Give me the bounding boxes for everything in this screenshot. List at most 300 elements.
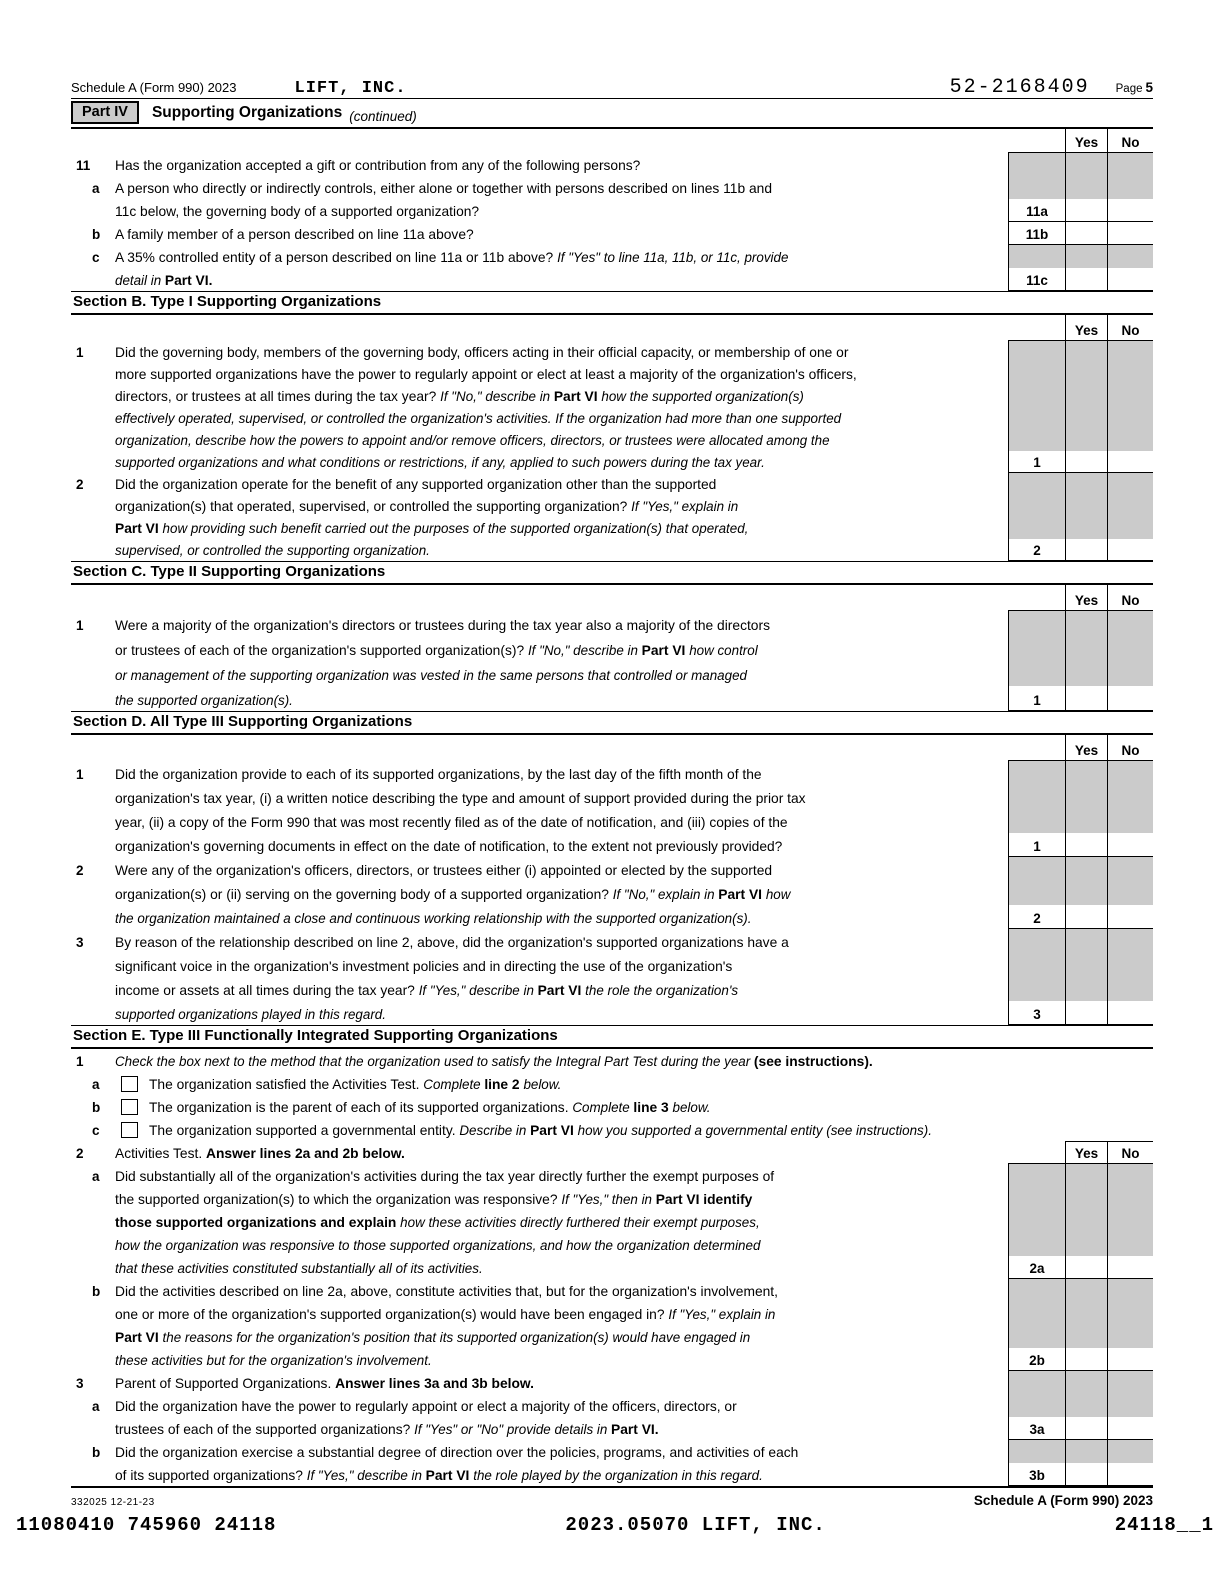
text-segment: or management of the supporting organization was vested in the same persons that controlled or managed xyxy=(115,668,747,683)
form-row xyxy=(71,1417,1153,1440)
line-label xyxy=(71,429,115,451)
shaded-cell xyxy=(1008,245,1065,268)
shaded-cell xyxy=(1065,245,1107,268)
grid-corner xyxy=(1008,129,1065,153)
text-segment: Did the organization operate for the benefit of any supported organization other than the supported xyxy=(115,477,717,492)
line-label xyxy=(71,585,115,611)
line-label: c xyxy=(92,250,100,265)
no-column-header: No xyxy=(1107,585,1153,611)
text-segment: Did the activities described on line 2a, above, constitute activities that, but for the organization's involvement, xyxy=(115,1284,778,1299)
form-row xyxy=(71,809,1153,833)
line-label: 2 xyxy=(76,863,84,878)
shaded-cell xyxy=(1008,517,1065,539)
shaded-cell xyxy=(1107,1187,1153,1210)
answer-grid xyxy=(1008,407,1153,429)
text-segment: the role the organization's xyxy=(585,983,739,998)
form-row xyxy=(71,1394,1153,1417)
section-secE xyxy=(71,1025,1153,1486)
line-label xyxy=(71,129,115,153)
no-answer-cell[interactable] xyxy=(1107,1348,1153,1371)
shaded-cell xyxy=(1008,1440,1065,1463)
part-iv-continued: (continued) xyxy=(349,109,417,124)
answer-grid xyxy=(1008,315,1153,341)
organization-name: LIFT, INC. xyxy=(294,79,407,98)
no-column-header: No xyxy=(1107,129,1153,153)
form-row xyxy=(71,153,1153,176)
shaded-cell xyxy=(1008,857,1065,881)
no-answer-cell[interactable] xyxy=(1107,1417,1153,1440)
print-line-center: 2023.05070 LIFT, INC. xyxy=(565,1514,826,1536)
form-row xyxy=(71,199,1153,222)
shaded-cell xyxy=(1065,857,1107,881)
answer-grid xyxy=(1008,176,1153,199)
shaded-cell xyxy=(1008,881,1065,905)
text-segment: how providing such benefit carried out the purposes of the supported organization(s) that operated, xyxy=(162,521,749,536)
shaded-cell xyxy=(1107,611,1153,636)
answer-grid xyxy=(1008,153,1153,176)
text-segment: A person who directly or indirectly controls, either alone or together with persons described on lines 11b and xyxy=(115,181,772,196)
shaded-cell xyxy=(1107,636,1153,661)
form-row xyxy=(71,1440,1153,1463)
line-number-cell: 3a xyxy=(1008,1417,1065,1440)
line-label xyxy=(71,517,115,539)
yes-column-header: Yes xyxy=(1065,735,1107,761)
shaded-cell xyxy=(1065,761,1107,785)
yes-answer-cell[interactable] xyxy=(1065,1463,1107,1486)
question-text xyxy=(115,539,1008,561)
answer-grid xyxy=(1008,785,1153,809)
shaded-cell xyxy=(1008,1233,1065,1256)
answer-grid xyxy=(1008,636,1153,661)
form-row xyxy=(71,473,1153,495)
question-text xyxy=(115,611,1008,636)
text-segment: how the organization was responsive to those supported organizations, and how the organization determined xyxy=(115,1238,761,1253)
line-label: a xyxy=(92,1077,100,1092)
text-segment: supported organizations played in this regard. xyxy=(115,1007,386,1022)
line-label xyxy=(71,661,115,686)
question-text xyxy=(115,905,1008,929)
shaded-cell xyxy=(1008,385,1065,407)
shaded-cell xyxy=(1065,153,1107,176)
method-checkbox[interactable] xyxy=(121,1076,138,1092)
shaded-cell xyxy=(1065,1187,1107,1210)
shaded-cell xyxy=(1107,495,1153,517)
form-row xyxy=(71,1141,1153,1164)
form-row xyxy=(71,611,1153,636)
text-segment: trustees of each of the supported organizations? xyxy=(115,1422,415,1437)
answer-grid xyxy=(1008,517,1153,539)
form-row xyxy=(71,857,1153,881)
form-row xyxy=(71,385,1153,407)
answer-grid xyxy=(1008,495,1153,517)
section-secD xyxy=(71,711,1153,1025)
line-label: 1 xyxy=(76,618,84,633)
yes-answer-cell[interactable] xyxy=(1065,686,1107,711)
no-answer-cell[interactable] xyxy=(1107,451,1153,473)
yes-answer-cell[interactable] xyxy=(1065,451,1107,473)
shaded-cell xyxy=(1008,1187,1065,1210)
question-text xyxy=(115,429,1008,451)
form-row xyxy=(71,881,1153,905)
form-row xyxy=(71,315,1153,341)
text-segment: Did the organization provide to each of its supported organizations, by the last day of the fifth month of the xyxy=(115,767,762,782)
yes-answer-cell[interactable] xyxy=(1065,539,1107,561)
line-label xyxy=(71,953,115,977)
page-footer xyxy=(71,1493,1153,1508)
text-segment: Did substantially all of the organization's activities during the tax year directly further the exempt purposes of xyxy=(115,1169,775,1184)
line-label xyxy=(71,1348,115,1371)
form-row xyxy=(71,761,1153,785)
line-label xyxy=(71,735,115,761)
yes-column-header: Yes xyxy=(1065,1141,1107,1164)
form-row xyxy=(71,1072,1153,1095)
part-iv-bar xyxy=(71,98,1153,129)
section-secC xyxy=(71,561,1153,711)
form-row xyxy=(71,636,1153,661)
yes-answer-cell[interactable] xyxy=(1065,268,1107,291)
text-segment: Part VI xyxy=(425,1468,474,1483)
shaded-cell xyxy=(1008,1325,1065,1348)
line-number-cell: 2a xyxy=(1008,1256,1065,1279)
form-row xyxy=(71,1001,1153,1025)
no-answer-cell[interactable] xyxy=(1107,1463,1153,1486)
shaded-cell xyxy=(1107,929,1153,953)
part-iv-title: Supporting Organizations xyxy=(151,103,343,121)
yes-answer-cell[interactable] xyxy=(1065,833,1107,857)
answer-grid xyxy=(1008,1325,1153,1348)
answer-grid xyxy=(1008,585,1153,611)
form-row xyxy=(71,495,1153,517)
text-segment: If "Yes," describe in xyxy=(418,983,538,998)
answer-grid xyxy=(1008,809,1153,833)
text-segment: effectively operated, supervised, or controlled the organization's activities. If the organization had more than one supported xyxy=(115,411,842,426)
text-segment: organization's tax year, (i) a written notice describing the type and amount of support provided during the prior tax xyxy=(115,791,806,806)
shaded-cell xyxy=(1107,977,1153,1001)
shaded-cell xyxy=(1065,881,1107,905)
yes-answer-cell[interactable] xyxy=(1065,1348,1107,1371)
answer-grid xyxy=(1008,611,1153,636)
answer-grid xyxy=(1008,1302,1153,1325)
answer-grid xyxy=(1008,245,1153,268)
question-text xyxy=(115,735,1008,761)
page-number: 5 xyxy=(1145,80,1153,95)
yes-answer-cell[interactable] xyxy=(1065,905,1107,929)
shaded-cell xyxy=(1008,473,1065,495)
form-row xyxy=(71,905,1153,929)
line-label xyxy=(71,315,115,341)
shaded-cell xyxy=(1107,857,1153,881)
line-label xyxy=(71,407,115,429)
line-number-cell: 3b xyxy=(1008,1463,1065,1486)
form-row xyxy=(71,1302,1153,1325)
text-segment: 11c below, the governing body of a supported organization? xyxy=(115,204,480,219)
shaded-cell xyxy=(1008,761,1065,785)
line-label xyxy=(71,385,115,407)
text-segment: The organization supported a governmental entity. xyxy=(149,1123,460,1138)
shaded-cell xyxy=(1065,341,1107,363)
line-number-cell: 11c xyxy=(1008,268,1065,291)
text-segment: Check the box next to the method that the organization used to satisfy the Integral Part Test during the year xyxy=(115,1054,754,1069)
shaded-cell xyxy=(1008,495,1065,517)
text-segment: organization, describe how the powers to appoint and/or remove officers, directors, or trustees were allocated among the xyxy=(115,433,830,448)
question-text xyxy=(115,1394,1008,1417)
shaded-cell xyxy=(1008,1210,1065,1233)
line-label xyxy=(71,495,115,517)
shaded-cell xyxy=(1107,341,1153,363)
text-segment: the supported organization(s) to which the organization was responsive? xyxy=(115,1192,562,1207)
text-segment: Did the organization exercise a substantial degree of direction over the policies, programs, and activities of each xyxy=(115,1445,799,1460)
form-row xyxy=(71,785,1153,809)
method-checkbox[interactable] xyxy=(121,1122,138,1138)
answer-grid xyxy=(1008,1141,1153,1164)
text-segment: Part VI xyxy=(115,1330,163,1345)
line-label xyxy=(71,1302,115,1325)
section-header: Section B. Type I Supporting Organizations xyxy=(71,291,1153,315)
answer-grid xyxy=(1008,977,1153,1001)
text-segment: detail in xyxy=(115,273,165,288)
shaded-cell xyxy=(1107,1210,1153,1233)
line-number-cell: 2b xyxy=(1008,1348,1065,1371)
answer-grid xyxy=(1008,1440,1153,1463)
no-answer-cell[interactable] xyxy=(1107,539,1153,561)
question-text xyxy=(115,153,1008,176)
question-text xyxy=(115,245,1008,268)
part-iv-label: Part IV xyxy=(71,101,139,124)
question-text xyxy=(115,585,1008,611)
line-label: 1 xyxy=(76,345,84,360)
answer-grid xyxy=(1008,686,1153,711)
shaded-cell xyxy=(1008,1394,1065,1417)
no-column-header: No xyxy=(1107,735,1153,761)
shaded-cell xyxy=(1008,407,1065,429)
grid-corner xyxy=(1008,1141,1065,1164)
shaded-cell xyxy=(1008,636,1065,661)
line-label xyxy=(71,451,115,473)
shaded-cell xyxy=(1065,176,1107,199)
line-number-cell: 11a xyxy=(1008,199,1065,222)
answer-grid xyxy=(1008,735,1153,761)
answer-grid xyxy=(1008,129,1153,153)
shaded-cell xyxy=(1065,977,1107,1001)
text-segment: Part VI. xyxy=(611,1422,659,1437)
line-label xyxy=(71,1233,115,1256)
line-label: 1 xyxy=(76,767,84,782)
text-segment: If "No," describe in xyxy=(440,389,554,404)
yes-answer-cell[interactable] xyxy=(1065,222,1107,245)
shaded-cell xyxy=(1107,953,1153,977)
footer-schedule-label: Schedule A (Form 990) 2023 xyxy=(973,1493,1153,1508)
text-segment: Part VI xyxy=(537,983,586,998)
question-text xyxy=(115,1348,1008,1371)
text-segment: Part VI xyxy=(553,389,602,404)
no-column-header: No xyxy=(1107,1141,1153,1164)
question-text xyxy=(115,1417,1008,1440)
no-answer-cell[interactable] xyxy=(1107,1256,1153,1279)
shaded-cell xyxy=(1065,1325,1107,1348)
line-number-cell: 2 xyxy=(1008,539,1065,561)
shaded-cell xyxy=(1065,1279,1107,1302)
shaded-cell xyxy=(1065,785,1107,809)
no-answer-cell[interactable] xyxy=(1107,833,1153,857)
question-text xyxy=(115,661,1008,686)
question-text xyxy=(115,1233,1008,1256)
shaded-cell xyxy=(1107,363,1153,385)
yes-column-header: Yes xyxy=(1065,315,1107,341)
no-answer-cell[interactable] xyxy=(1107,199,1153,222)
text-segment: the reasons for the organization's position that its supported organization(s) would have engaged in xyxy=(162,1330,751,1345)
shaded-cell xyxy=(1107,407,1153,429)
text-segment: these activities but for the organization's involvement. xyxy=(115,1353,432,1368)
text-segment: below. xyxy=(523,1077,562,1092)
line-label: 2 xyxy=(76,1146,84,1161)
text-segment: year, (ii) a copy of the Form 990 that was most recently filed as of the date of notification, and (iii) copies of the xyxy=(115,815,788,830)
question-text xyxy=(115,176,1008,199)
shaded-cell xyxy=(1065,1233,1107,1256)
form-row xyxy=(71,1118,1153,1141)
page-label: Page xyxy=(1115,83,1143,95)
form-row xyxy=(71,429,1153,451)
answer-grid xyxy=(1008,341,1153,363)
shaded-cell xyxy=(1107,1279,1153,1302)
text-segment: The organization is the parent of each of its supported organizations. xyxy=(149,1100,573,1115)
form-row xyxy=(71,222,1153,245)
no-answer-cell[interactable] xyxy=(1107,1001,1153,1025)
text-segment: If "Yes" or "No" provide details in xyxy=(414,1422,612,1437)
no-answer-cell[interactable] xyxy=(1107,686,1153,711)
text-segment: supervised, or controlled the supporting organization. xyxy=(115,543,430,558)
line-label: 11 xyxy=(76,158,91,173)
shaded-cell xyxy=(1107,1164,1153,1187)
text-segment: Answer lines 2a and 2b below. xyxy=(206,1146,405,1161)
no-answer-cell[interactable] xyxy=(1107,905,1153,929)
text-segment: Were a majority of the organization's directors or trustees during the tax year also a majority of the directors xyxy=(115,618,770,633)
no-answer-cell[interactable] xyxy=(1107,222,1153,245)
form-row xyxy=(71,953,1153,977)
yes-answer-cell[interactable] xyxy=(1065,1001,1107,1025)
shaded-cell xyxy=(1107,1233,1153,1256)
ein-number: 52-2168409 xyxy=(949,76,1090,99)
answer-grid xyxy=(1008,473,1153,495)
text-segment: how control xyxy=(689,643,758,658)
form-row xyxy=(71,1210,1153,1233)
text-segment: significant voice in the organization's investment policies and in directing the use of the organization's xyxy=(115,959,733,974)
line-label: a xyxy=(92,1399,100,1414)
shaded-cell xyxy=(1008,1164,1065,1187)
shaded-cell xyxy=(1065,385,1107,407)
no-column-header: No xyxy=(1107,315,1153,341)
line-label xyxy=(71,199,115,222)
line-label xyxy=(71,1417,115,1440)
shaded-cell xyxy=(1107,1440,1153,1463)
text-segment: Describe in xyxy=(459,1123,531,1138)
answer-grid xyxy=(1008,929,1153,953)
schedule-title: Schedule A (Form 990) 2023 xyxy=(71,80,237,95)
question-text xyxy=(115,1440,1008,1463)
shaded-cell xyxy=(1065,1394,1107,1417)
shaded-cell xyxy=(1008,809,1065,833)
shaded-cell xyxy=(1008,977,1065,1001)
text-segment: If "Yes" to line 11a, 11b, or 11c, provide xyxy=(557,250,789,265)
no-answer-cell[interactable] xyxy=(1107,268,1153,291)
line-label: 2 xyxy=(76,477,84,492)
shaded-cell xyxy=(1008,176,1065,199)
form-row xyxy=(71,977,1153,1001)
text-segment: (see instructions). xyxy=(753,1054,873,1069)
section-header: Section C. Type II Supporting Organizations xyxy=(71,561,1153,585)
answer-grid xyxy=(1008,539,1153,561)
text-segment: how xyxy=(765,887,791,902)
answer-grid xyxy=(1008,363,1153,385)
shaded-cell xyxy=(1065,953,1107,977)
text-segment: the supported organization(s). xyxy=(115,693,293,708)
yes-answer-cell[interactable] xyxy=(1065,1417,1107,1440)
text-segment: one or more of the organization's supported organization(s) would have been engaged in? xyxy=(115,1307,669,1322)
shaded-cell xyxy=(1008,341,1065,363)
yes-answer-cell[interactable] xyxy=(1065,1256,1107,1279)
line-label xyxy=(71,1210,115,1233)
answer-grid xyxy=(1008,905,1153,929)
question-text xyxy=(115,1187,1008,1210)
answer-grid xyxy=(1008,1233,1153,1256)
question-text xyxy=(115,953,1008,977)
line-label: a xyxy=(92,1169,100,1184)
method-checkbox[interactable] xyxy=(121,1099,138,1115)
answer-grid xyxy=(1008,857,1153,881)
line-label: b xyxy=(92,1284,101,1299)
print-line-left: 11080410 745960 24118 xyxy=(16,1514,277,1536)
answer-grid xyxy=(1008,268,1153,291)
form-row xyxy=(71,129,1153,153)
question-text xyxy=(115,785,1008,809)
shaded-cell xyxy=(1065,929,1107,953)
form-row xyxy=(71,1049,1153,1072)
question-text xyxy=(115,761,1008,785)
line-label xyxy=(71,363,115,385)
question-text xyxy=(115,341,1008,363)
section-part4-q11 xyxy=(71,129,1153,291)
shaded-cell xyxy=(1008,363,1065,385)
answer-grid xyxy=(1008,1417,1153,1440)
line-number-cell: 1 xyxy=(1008,686,1065,711)
shaded-cell xyxy=(1107,429,1153,451)
text-segment: how you supported a governmental entity (see instructions). xyxy=(577,1123,932,1138)
line-label: b xyxy=(92,1445,101,1460)
line-label xyxy=(71,1001,115,1025)
shaded-cell xyxy=(1065,661,1107,686)
print-line xyxy=(16,1514,1214,1536)
shaded-cell xyxy=(1107,473,1153,495)
yes-answer-cell[interactable] xyxy=(1065,199,1107,222)
form-body xyxy=(71,129,1153,1486)
form-row xyxy=(71,686,1153,711)
shaded-cell xyxy=(1107,176,1153,199)
shaded-cell xyxy=(1065,495,1107,517)
text-segment: Answer lines 3a and 3b below. xyxy=(335,1376,534,1391)
line-label xyxy=(71,636,115,661)
line-label: b xyxy=(92,1100,101,1115)
shaded-cell xyxy=(1107,245,1153,268)
line-label: c xyxy=(92,1123,100,1138)
question-text xyxy=(115,809,1008,833)
question-text xyxy=(115,929,1008,953)
form-row xyxy=(71,407,1153,429)
text-segment: Activities Test. xyxy=(115,1146,206,1161)
text-segment: Were any of the organization's officers, directors, or trustees either (i) appointed or elected by the supported xyxy=(115,863,773,878)
text-segment: Complete xyxy=(572,1100,634,1115)
text-segment: the organization maintained a close and continuous working relationship with the supported organization(s). xyxy=(115,911,752,926)
answer-grid xyxy=(1008,953,1153,977)
question-text xyxy=(115,636,1008,661)
